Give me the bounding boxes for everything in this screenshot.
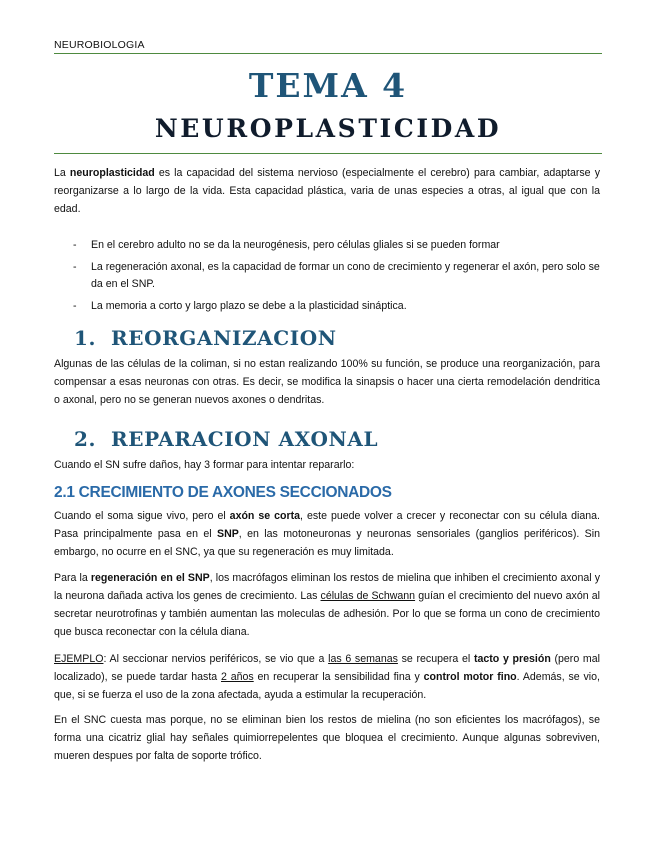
term-neuroplasticidad: neuroplasticidad [69,167,155,179]
page-subtitle: NEUROPLASTICIDAD [154,114,502,143]
page-title: TEMA 4 [248,66,408,105]
subsection-paragraph-2: Para la regeneración en el SNP, los macrófagos eliminan los restos de mielina que inhiben el crecimiento axonal y la neurona dañada activa los genes de crecimiento. Las células de Schwann guían el crecimiento del nuevo axón al secretar neurotrofinas y también aumentan las moleculas de adhesión. Por lo que se forma un cono de crecimiento que busca reconectar con la célula diana. [54,572,600,638]
section-1-paragraph: Algunas de las células de la coliman, si no estan realizando 100% su función, se produce una reorganización, para compensar a esas neuronas con otras. Es decir, se modifica la sinapsis o hacer una cierta remodelación dendritica o axonal, pero no se generan nuevos axones o dendritas. [54,358,600,406]
intro-paragraph: La neuroplasticidad es la capacidad del sistema nervioso (especialmente el cerebro) para cambiar, adaptarse y reorganizarse a lo largo de la vida. Esta capacidad plástica, varia de unas especies a otras, al igual que con la edad. [54,167,600,215]
list-item: - La memoria a corto y largo plazo se debe a la plasticidad sináptica. [73,299,407,312]
example-paragraph: EJEMPLO: Al seccionar nervios periféricos, se vio que a las 6 semanas se recupera el tacto y presión (pero mal localizado), se puede tardar hasta 2 años en recuperar la sensibilidad fina y control motor fino. Además, se vio, que, si se fuerza el uso de la zona afectada, ayuda a estimular la recuperación. [54,653,600,701]
list-item: - En el cerebro adulto no se da la neurogénesis, pero células gliales si se pueden formar [73,239,500,251]
section-2-intro: Cuando el SN sufre daños, hay 3 formar para intentar repararlo: [54,459,355,471]
title-divider [54,153,602,154]
header-divider [54,53,602,54]
running-header: NEUROBIOLOGIA [54,39,145,51]
section-2-heading: 2. REPARACION AXONAL [74,427,379,451]
list-item: - La regeneración axonal, es la capacidad de formar un cono de crecimiento y regenerar el axón, pero solo se da en el SNP. [73,260,600,290]
subsection-2-1-heading: 2.1 CRECIMIENTO DE AXONES SECCIONADOS [54,484,392,501]
subsection-paragraph-4: En el SNC cuesta mas porque, no se eliminan bien los restos de mielina (no son eficientes los macrófagos), se forma una cicatriz glial hay señales quimiorrepelentes que bloquea el crecimiento. Aunque algunas sobreviven, mueren despues por falta de soporte trófico. [54,714,600,762]
intro-bullet-list [54,237,600,319]
subsection-paragraph-1: Cuando el soma sigue vivo, pero el axón se corta, este puede volver a crecer y reconectar con su célula diana. Pasa principalmente pasa en el SNP, en las motoneuronas y neuronas sensoriales (ganglios periféricos). Sin embargo, no ocurre en el SNC, ya que su regeneración es muy limitada. [54,510,600,558]
section-1-heading: 1. REORGANIZACION [74,326,337,350]
